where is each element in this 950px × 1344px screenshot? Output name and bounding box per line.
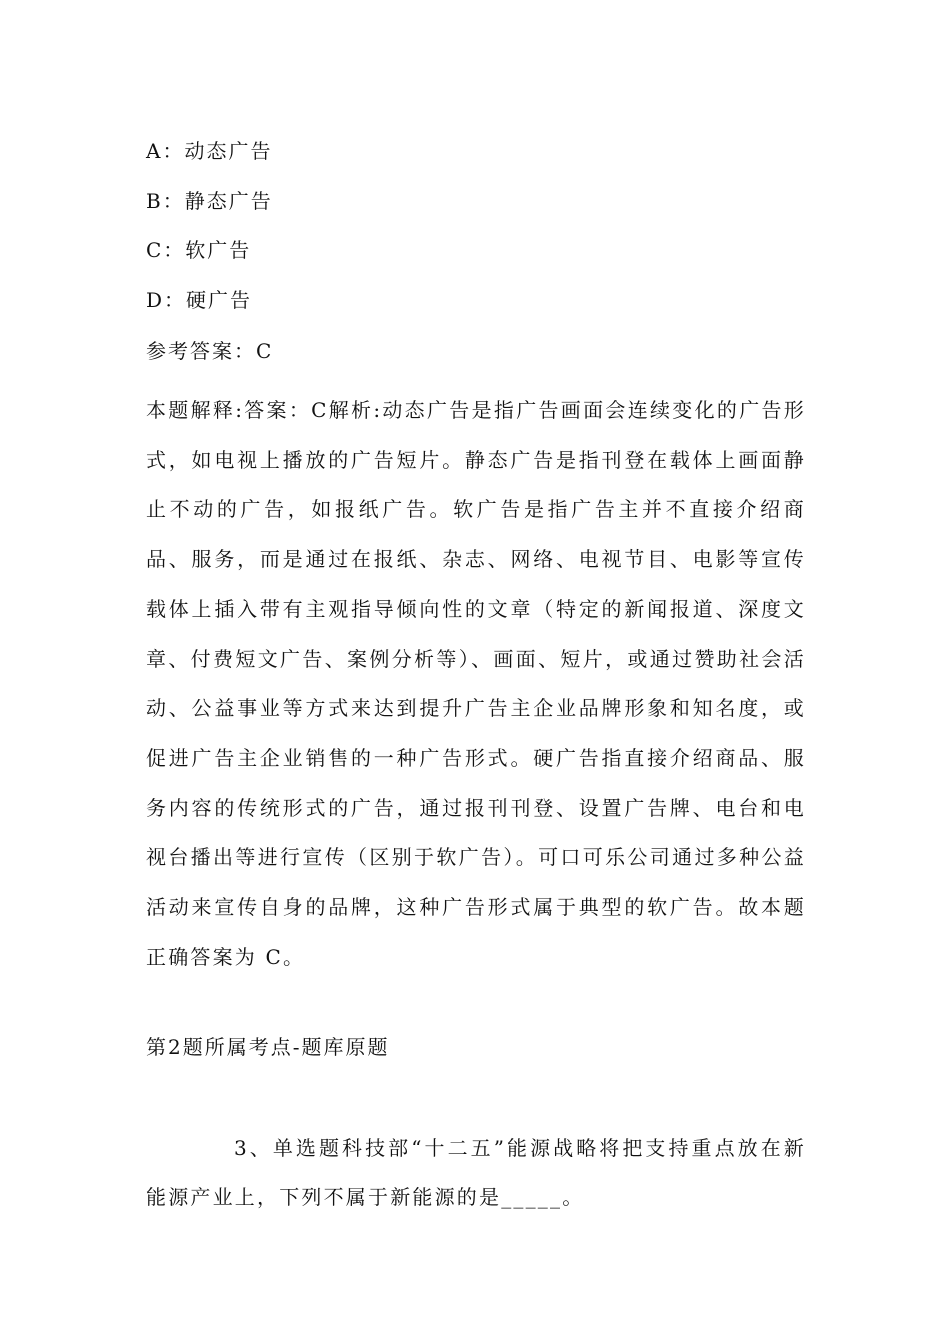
option-b: B：静态广告	[146, 189, 273, 213]
option-c: C：软广告	[146, 238, 252, 262]
option-d: D：硬广告	[146, 288, 253, 312]
reference-answer: 参考答案：C	[146, 339, 274, 363]
next-question: 3、单选题科技部“十二五”能源战略将把支持重点放在新能源产业上，下列不属于新能源的是_____。	[146, 1136, 806, 1209]
answer-explanation: 本题解释:答案：C解析:动态广告是指广告画面会连续变化的广告形式，如电视上播放的广告短片。静态广告是指刊登在载体上画面静止不动的广告，如报纸广告。软广告是指广告主并不直接介绍商品、服务，而是通过在报纸、杂志、网络、电视节目、电影等宣传载体上插入带有主观指导倾向性的文章（特定的新闻报道、深度文章、付费短文广告、案例分析等）、画面、短片，或通过赞助社会活动、公益事业等方式来达到提升广告主企业品牌形象和知名度，或促进广告主企业销售的一种广告形式。硬广告指直接介绍商品、服务内容的传统形式的广告，通过报刊刊登、设置广告牌、电台和电视台播出等进行宣传（区别于软广告）。可口可乐公司通过多种公益活动来宣传自身的品牌，这种广告形式属于典型的软广告。故本题正确答案为 C。	[146, 398, 806, 969]
option-a: A：动态广告	[146, 139, 273, 163]
topic-note: 第2题所属考点-题库原题	[146, 1035, 390, 1059]
